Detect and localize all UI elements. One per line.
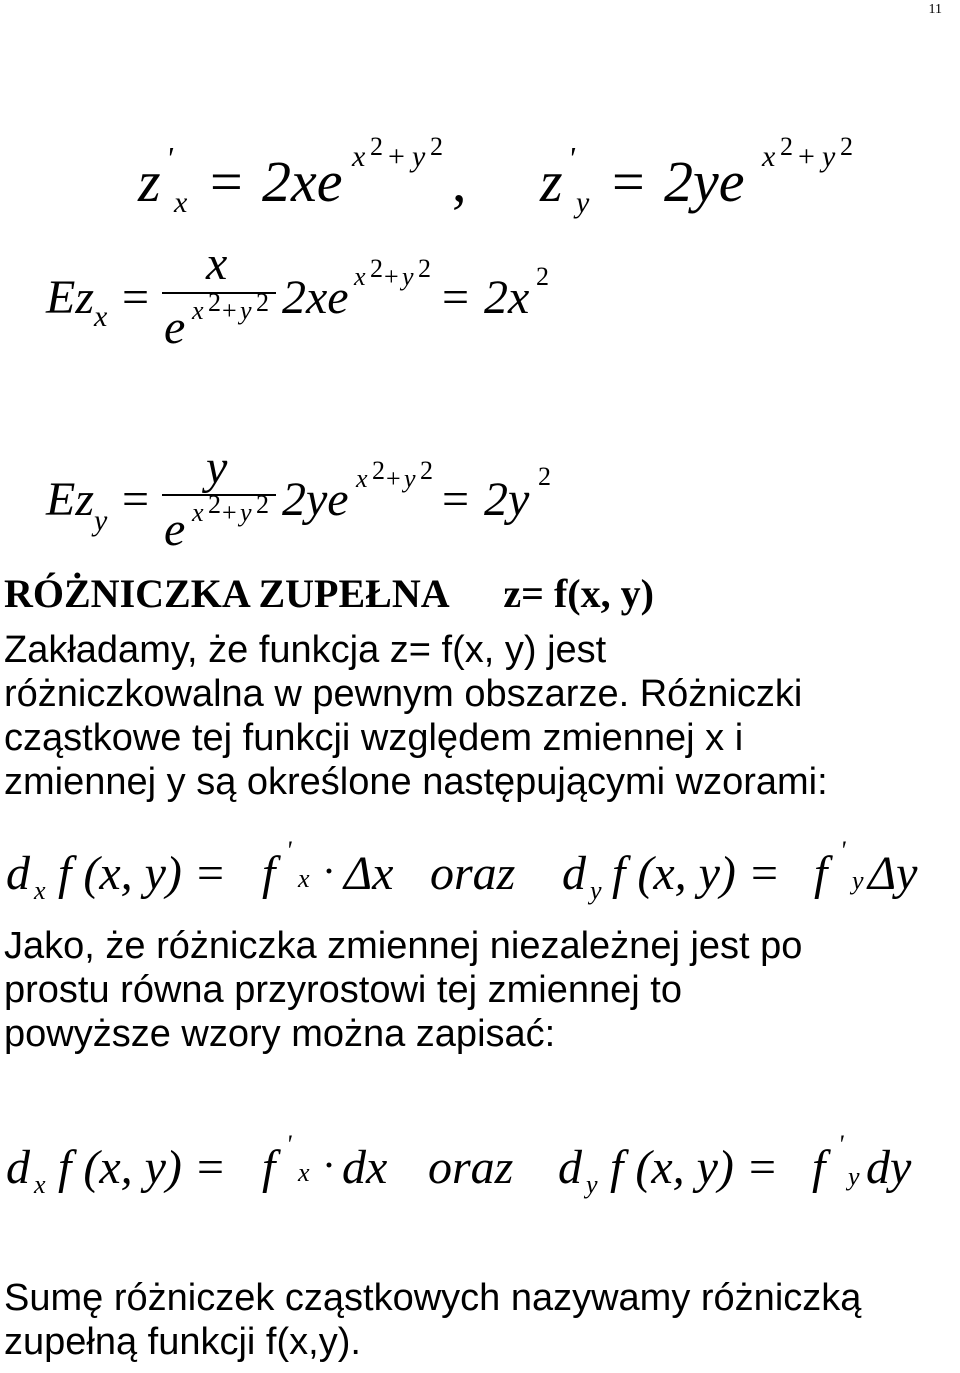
subscript-y: y <box>852 866 864 895</box>
term-2xe: 2xe <box>262 149 343 214</box>
exp-x: x <box>352 140 366 173</box>
text-line: różniczkowalna w pewnym obszarze. Różniczki <box>4 673 803 715</box>
numerator-y: y <box>206 441 228 494</box>
exp-y: y <box>402 262 414 291</box>
denominator-e: e <box>164 301 186 354</box>
section-heading <box>4 570 654 617</box>
exp-y: y <box>404 464 416 493</box>
prime-mark: ' <box>166 140 173 176</box>
equals-sign: = <box>122 473 150 526</box>
subscript-y: y <box>848 1162 860 1191</box>
subscript-x: x <box>298 1158 310 1187</box>
paragraph-intro <box>4 628 828 804</box>
exp-sup: 2 <box>418 254 431 283</box>
prime-mark: ' <box>838 1130 844 1159</box>
prime-mark: ' <box>286 1130 292 1159</box>
d-symbol: d <box>6 847 30 900</box>
subscript-x: x <box>34 1170 46 1199</box>
dx: dx <box>342 1141 388 1194</box>
f-prime: f <box>814 847 828 900</box>
exp-sup: 2 <box>420 456 433 485</box>
exp-sup: 2 <box>430 132 443 161</box>
d-symbol: d <box>6 1141 30 1194</box>
exp-sup: 2 <box>372 456 385 485</box>
delta-y: Δy <box>868 847 918 900</box>
heading-title: RÓŻNICZKA ZUPEŁNA <box>4 571 448 616</box>
exp-sup: 2 <box>370 254 383 283</box>
equals-sign: = <box>210 149 243 214</box>
prime-mark: ' <box>840 836 846 865</box>
exp-sup: 2 <box>840 132 853 161</box>
exp-x: x <box>192 498 204 527</box>
text-line: Jako, że różniczka zmiennej niezależnej jest po <box>4 925 803 967</box>
term-2ye: 2ye <box>282 473 349 526</box>
result-sup: 2 <box>538 462 551 491</box>
exp-sup: 2 <box>208 490 221 519</box>
exp-x: x <box>354 262 366 291</box>
subscript-x: x <box>34 876 46 905</box>
function-f: f (x, y) = <box>612 847 781 900</box>
f-prime: f <box>812 1141 826 1194</box>
exp-sup: 2 <box>370 132 383 161</box>
text-line: zmiennej y są określone następującymi wzorami: <box>4 761 828 803</box>
exp-y: y <box>240 498 252 527</box>
result-sup: 2 <box>536 262 549 291</box>
subscript-y: y <box>576 186 590 219</box>
exp-plus: + <box>798 140 815 173</box>
page-number: 11 <box>928 2 942 17</box>
numerator-x: x <box>206 237 228 290</box>
exp-x: x <box>762 140 776 173</box>
text-line: zupełną funkcji f(x,y). <box>4 1321 361 1363</box>
term-2ye: 2ye <box>664 149 745 214</box>
exp-x: x <box>356 464 368 493</box>
heading-formula: z= f(x, y) <box>503 571 654 616</box>
exp-sup: 2 <box>208 288 221 317</box>
exp-plus: + <box>222 296 237 325</box>
exp-y: y <box>412 140 426 173</box>
paragraph-explanation <box>4 924 802 1056</box>
subscript-x: x <box>94 300 108 333</box>
oraz-word: oraz <box>430 847 516 900</box>
exp-plus: + <box>222 498 237 527</box>
text-line: Zakładamy, że funkcja z= f(x, y) jest <box>4 629 607 671</box>
text-line: cząstkowe tej funkcji względem zmiennej x i <box>4 717 744 759</box>
z-symbol: z <box>138 149 161 214</box>
f-prime: f <box>262 1141 276 1194</box>
delta-x: Δx <box>344 847 394 900</box>
function-f: f (x, y) = <box>58 1141 227 1194</box>
prime-mark: ' <box>568 140 575 176</box>
function-f: f (x, y) = <box>610 1141 779 1194</box>
comma: , <box>452 149 467 214</box>
f-prime: f <box>262 847 276 900</box>
function-f: f (x, y) = <box>58 847 227 900</box>
equals-sign: = <box>612 149 645 214</box>
text-line: powyższe wzory można zapisać: <box>4 1013 556 1055</box>
exp-y: y <box>822 140 836 173</box>
oraz-word: oraz <box>428 1141 514 1194</box>
subscript-y: y <box>586 1170 598 1199</box>
dot-operator: · <box>322 1143 336 1189</box>
exp-plus: + <box>384 262 399 291</box>
d-symbol: d <box>558 1141 582 1194</box>
equals-sign: = <box>442 473 470 526</box>
term-2xe: 2xe <box>282 271 349 324</box>
exp-sup: 2 <box>780 132 793 161</box>
denominator-e: e <box>164 503 186 556</box>
exp-plus: + <box>388 140 405 173</box>
exp-y: y <box>240 296 252 325</box>
ez-symbol: Ez <box>46 473 94 526</box>
prime-mark: ' <box>286 836 292 865</box>
exp-plus: + <box>386 464 401 493</box>
ez-symbol: Ez <box>46 271 94 324</box>
exp-sup: 2 <box>256 288 269 317</box>
paragraph-conclusion <box>4 1276 861 1364</box>
result-2y: 2y <box>484 473 530 526</box>
z-symbol: z <box>540 149 563 214</box>
dot-operator: · <box>322 849 336 895</box>
subscript-y: y <box>590 876 602 905</box>
text-line: prostu równa przyrostowi tej zmiennej to <box>4 969 682 1011</box>
dy: dy <box>866 1141 912 1194</box>
subscript-y: y <box>94 504 108 537</box>
subscript-x: x <box>174 186 188 219</box>
d-symbol: d <box>562 847 586 900</box>
exp-sup: 2 <box>256 490 269 519</box>
equals-sign: = <box>122 271 150 324</box>
result-2x: 2x <box>484 271 530 324</box>
text-line: Sumę różniczek cząstkowych nazywamy różniczką <box>4 1277 862 1319</box>
subscript-x: x <box>298 864 310 893</box>
exp-x: x <box>192 296 204 325</box>
equals-sign: = <box>442 271 470 324</box>
